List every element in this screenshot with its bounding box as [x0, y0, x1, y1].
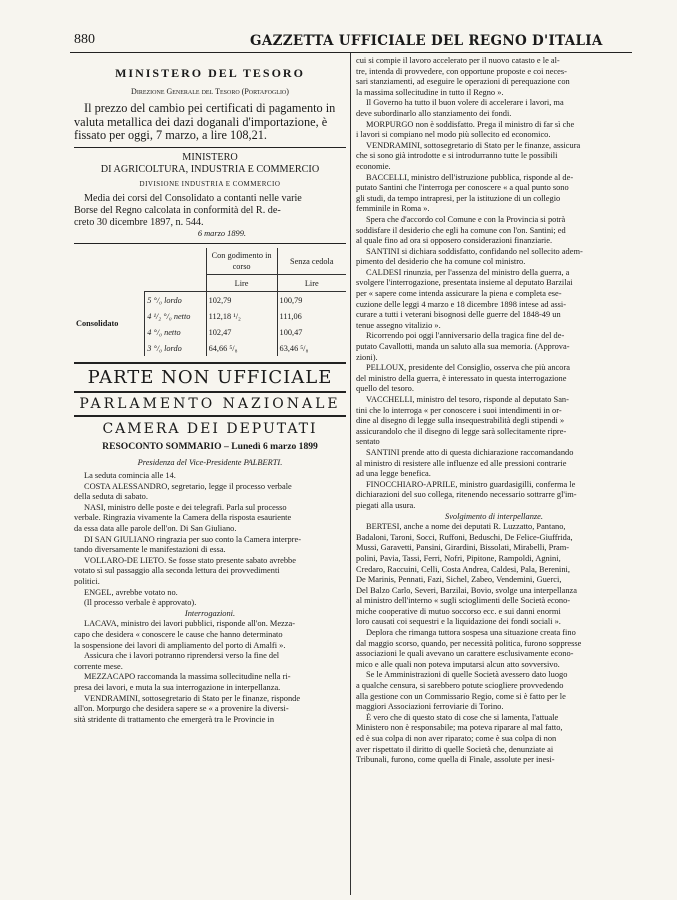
text-line: della seduta di sabato. — [74, 492, 148, 502]
col-header-senza-cedola: Senza cedola — [277, 248, 346, 275]
text-line: Spera che d'accordo col Comune e con la Provincia si potrà — [366, 214, 566, 224]
rate-cell: 4 °/₀ netto — [147, 327, 181, 337]
exchange-notice — [74, 102, 346, 143]
text-line: tando diversamente le manifestazioni di essa. — [74, 545, 226, 555]
table-unit-row — [74, 275, 346, 292]
notice-line: valuta metallica dei dazi doganali d'importazione, è — [74, 114, 328, 129]
section-rule — [74, 243, 346, 244]
text-line: MORPURGO non è soddisfatto. Prega il ministro di far sì che — [366, 119, 575, 129]
text-line: corrente mese. — [74, 661, 123, 671]
resoconto-title: RESOCONTO SOMMARIO – Lunedì 6 marzo 1899 — [102, 441, 318, 453]
text-line: BERTESI, anche a nome dei deputati R. Luzzatto, Pantano, — [366, 522, 566, 532]
text-line: Il Governo ha tutto il buon volere di accelerare i lavori, ma — [366, 98, 564, 108]
page-number: 880 — [74, 32, 95, 47]
text-line: svolgere l'interrogazione, presentata insieme al deputato Barzilai — [356, 278, 573, 288]
section-rule — [74, 415, 346, 417]
text-line: ed è sua colpa di non aver riparato; come è sua colpa di non — [356, 734, 557, 743]
value-cell: 63,46 ⁵/₈ — [277, 340, 346, 356]
text-line: tini che lo interroga « per conoscere i suoi intendimenti in or- — [356, 405, 562, 415]
text-line: miche cooperative di mutuo soccorso ecc. e sui danni enormi — [356, 606, 561, 616]
text-line: tre, intenda di provvedere, con opportune proposte e coi neces- — [356, 66, 567, 76]
text-line: Ricorrendo poi oggi l'anniversario della tragica fine del de- — [366, 331, 565, 341]
text-line: associazioni le quali avevano un carattere esclusivamente econo- — [356, 649, 574, 659]
text-line: loro causati coi sequestri e la liquidazione dei fondi sociali ». — [356, 617, 561, 627]
text-line: Deplora che rimanga tuttora sospesa una situazione creata fino — [366, 628, 576, 638]
value-cell: 100,79 — [277, 292, 346, 309]
text-line: polini, Pavia, Tassi, Ferri, Nofri, Pipitone, Rampoldi, Agnini, — [356, 553, 561, 563]
text-line: Tribunali, furono, come quella di Finale, assolute per inesi- — [356, 755, 555, 765]
session-text-continued — [356, 56, 632, 766]
text-line: dichiarazioni del suo collega, ritenendo necessario sottrarre gl'im- — [356, 490, 577, 500]
consolidato-table — [74, 248, 346, 356]
text-line: LACAVA, ministro dei lavori pubblici, risponde all'on. Mezza- — [84, 619, 296, 629]
presidenza-line: Presidenza del Vice-Presidente PALBERTI. — [137, 458, 283, 468]
text-line: VACCHELLI, ministro del tesoro, risponde al deputato San- — [366, 395, 569, 404]
unit-lire: Lire — [277, 275, 346, 292]
session-text — [74, 471, 346, 725]
text-line: PELLOUX, presidente del Consiglio, osserva che più ancora — [366, 363, 570, 373]
text-line: VOLLARO-DE LIETO. Se fosse stato presente sabato avrebbe — [84, 555, 296, 565]
division-label: DIVISIONE INDUSTRIA E COMMERCIO — [139, 179, 281, 188]
text-line: FINOCCHIARO-APRILE, ministro guardasigilli, conferma le — [366, 479, 576, 489]
text-line: SANTINI prende atto di questa dichiarazione raccomandando — [366, 447, 574, 457]
page-header — [70, 30, 632, 50]
row-label-consolidato: Consolidato — [74, 292, 145, 357]
text-line: SANTINI si dichiara soddisfatto, confidando nel sollecito adem- — [366, 246, 583, 256]
text-line: Se le Amministrazioni di quelle Società avessero dato luogo — [366, 670, 568, 680]
text-line: curare a tutti i veterani bisognosi delle guerre del 1848-49 un — [356, 310, 561, 320]
text-line: BACCELLI, ministro dell'istruzione pubblica, risponde al de- — [366, 172, 574, 182]
section-rule — [74, 362, 346, 364]
text-line: piegati alla usura. — [356, 500, 416, 510]
text-line: all'on. Morpurgo che desidera sapere se « a provenire la diversi- — [74, 704, 289, 714]
text-line: Del Balzo Carlo, Severi, Barzilai, Bovio, svolge una interpellanza — [356, 585, 577, 595]
text-line: mico e alle quali non poteva imputarsi alcun atto sovversivo. — [356, 659, 560, 669]
left-column — [74, 56, 346, 892]
notice-date: 6 marzo 1899. — [197, 228, 246, 238]
rate-cell: 4 ¹/₂ °/₀ netto — [147, 311, 191, 321]
text-line: dal maggio scorso, quando, per necessità politica, furono soppresse — [356, 638, 582, 648]
notice-line: Media dei corsi del Consolidato a contanti nelle varie — [84, 192, 302, 204]
parlamento-title: PARLAMENTO NAZIONALE — [79, 396, 341, 413]
text-line: al ministro di resistere alle influenze ed alle pressioni contrarie — [356, 458, 567, 468]
header-rule — [70, 52, 632, 53]
text-line: presa dei lavori, e muta la sua interrogazione in interpellanza. — [74, 682, 281, 692]
text-line: che si sono già introdotte e si introdurranno tutte le possibili — [356, 151, 558, 161]
text-line: verbale. Ringrazia vivamente la Camera della risposta esauriente — [74, 513, 292, 523]
value-cell: 100,47 — [277, 324, 346, 340]
text-line: capo che desidera « conoscere le cause che hanno determinato — [74, 630, 283, 639]
text-line: alla gestione con un Commissario Regio, come si è fatto per le — [356, 691, 566, 701]
gazette-title: GAZZETTA UFFICIALE DEL REGNO D'ITALIA — [250, 33, 603, 49]
text-line: DI SAN GIULIANO ringrazia per suo conto la Camera interpre- — [84, 534, 301, 544]
interrogazioni-heading: Interrogazioni. — [184, 608, 236, 618]
text-line: la massima sollecitudine in tutto il Regno ». — [356, 87, 504, 97]
text-line: ENGEL, avrebbe votato no. — [84, 587, 178, 597]
notice-line: Borse del Regno calcolata in conformità del R. de- — [74, 204, 281, 216]
text-line: la sospensione dei lavori di ampliamento del porto di Amalfi ». — [74, 640, 286, 650]
text-line: per « sapere come intenda assicurare la piena e completa ese- — [356, 289, 562, 299]
section-rule — [74, 147, 346, 148]
text-line: ad una legge benefica. — [356, 469, 431, 479]
text-line: assicurandolo che il disegno di legge sarà sollecitamente ripre- — [356, 426, 567, 436]
text-line: del ministro della guerra, è interessato in questa interrogazione — [356, 373, 567, 383]
rate-cell: 3 °/₀ lordo — [147, 343, 182, 353]
text-line: sità stridente di trattamento che emergerà tra le Provincie in — [74, 714, 275, 724]
text-line: aver rispettato il diritto di quelle Società che, denunziate ai — [356, 744, 554, 754]
column-divider — [350, 53, 351, 895]
unit-lire: Lire — [206, 275, 277, 292]
text-line: i lavori si compiano nel modo più sollecito ed economico. — [356, 130, 551, 140]
text-line: cuzione delle leggi 4 marzo e 18 dicembre 1898 intese ad assi- — [356, 299, 566, 309]
treasury-direction: Direzione Generale del Tesoro (Portafoglio) — [131, 87, 289, 96]
section-rule — [74, 391, 346, 393]
consolidato-notice — [74, 193, 346, 240]
text-line: sentato — [356, 437, 380, 447]
text-line: maggiori Associazioni ferroviarie di Torino. — [356, 702, 504, 712]
text-line: putato Cavallotti, manda un saluto alla sua memoria. (Approva- — [356, 342, 570, 352]
ministry-agri-subtitle: DI AGRICOLTURA, INDUSTRIA E COMMERCIO — [100, 163, 320, 175]
text-line: femminile in Roma ». — [356, 204, 430, 214]
text-line: gli studi, da tempo intrapresi, per la istituzione di un collegio — [356, 193, 561, 203]
text-line: MEZZACAPO raccomanda la massima sollecitudine nella ri- — [84, 672, 291, 682]
value-cell: 102,79 — [206, 292, 277, 309]
text-line: tenue assegno vitalizio ». — [356, 320, 441, 330]
text-line: NASI, ministro delle poste e dei telegrafi. Parla sul processo — [84, 502, 287, 512]
interpellanze-heading: Svolgimento di interpellanze. — [445, 511, 543, 521]
text-line: (Il processo verbale è approvato). — [84, 598, 197, 608]
camera-title: CAMERA DEI DEPUTATI — [102, 421, 318, 438]
text-line: VENDRAMINI, sottosegretario di Stato per le finanze, assicura — [366, 140, 581, 150]
text-line: al ministro dell'interno « sugli scioglimenti delle Società econo- — [356, 596, 571, 606]
text-line: zioni). — [356, 352, 378, 362]
value-cell: 64,66 ⁵/₈ — [206, 340, 277, 356]
text-line: deve subordinarlo allo stanziamento dei fondi. — [356, 108, 512, 118]
right-column — [356, 56, 632, 892]
value-cell: 102,47 — [206, 324, 277, 340]
text-line: Assicura che i lavori potranno riprendersi verso la fine del — [84, 651, 280, 661]
text-line: cui si compie il lavoro accelerato per il nuovo catasto e le al- — [356, 56, 560, 65]
notice-line: Il prezzo del cambio pei certificati di pagamento in — [84, 101, 336, 115]
text-line: sari stanziamenti, ad eseguire le operazioni di perequazione con — [356, 77, 570, 87]
text-line: Credaro, Raccuini, Celli, Costa Andrea, Caldesi, Pala, Berenini, — [356, 564, 570, 574]
col-header-godimento: Con godimento in corso — [206, 248, 277, 275]
text-line: soddisfare il desiderio che egli ha comune con l'on. Santini; ed — [356, 225, 566, 235]
text-line: Badaloni, Taroni, Socci, Ruffoni, Beduschi, De Felice-Giuffrida, — [356, 532, 573, 542]
notice-line: creto 30 dicembre 1897, n. 544. — [74, 216, 204, 228]
text-line: È vero che di questo stato di cose che si lamenta, l'attuale — [366, 712, 559, 722]
ministry-treasury-title: MINISTERO DEL TESORO — [115, 66, 305, 80]
notice-line: fissato per oggi, 7 marzo, a lire 108,21. — [74, 128, 267, 142]
rate-cell: 5 °/₀ lordo — [145, 292, 206, 309]
text-line: CALDESI rinunzia, per l'assenza del ministro della guerra, a — [366, 267, 570, 277]
text-line: Mussi, Garavetti, Pansini, Girardini, Bissolati, Mirabelli, Pram- — [356, 543, 570, 553]
text-line: al quale fino ad ora si opposero considerazioni finanziarie. — [356, 236, 553, 246]
text-line: a qualche censura, si sarebbero potute sciogliere provvedendo — [356, 681, 564, 691]
text-line: De Marinis, Pennati, Fazi, Sichel, Zabeo, Vendemini, Guerci, — [356, 575, 562, 585]
text-line: VENDRAMINI, sottosegretario di Stato per le finanze, risponde — [84, 693, 301, 703]
text-line: dine al disegno di legge sulla insequestrabilità degli stipendi » — [356, 416, 565, 426]
text-line: politici. — [74, 577, 100, 587]
text-line: da essa data alle parole dell'on. Di San Giuliano. — [74, 524, 237, 534]
text-line: COSTA ALESSANDRO, segretario, legge il processo verbale — [84, 481, 292, 491]
text-line: Ministero non è responsabile; ma poteva riparare al mal fatto, — [356, 723, 563, 733]
text-line: quello del tesoro. — [356, 384, 414, 394]
value-cell: 112,18 ¹/₂ — [206, 308, 277, 324]
parte-non-ufficiale-title: PARTE NON UFFICIALE — [87, 367, 333, 389]
text-line: votato sì sul passaggio alla seconda lettura dei provvedimenti — [74, 566, 280, 576]
text-line: La seduta comincia alle 14. — [84, 471, 176, 481]
value-cell: 111,06 — [277, 308, 346, 324]
table-row — [74, 292, 346, 309]
text-line: pimento del desiderio che ha comune col ministro. — [356, 257, 526, 267]
table-header-row — [74, 248, 346, 275]
ministry-agri-title: MINISTERO — [182, 151, 238, 163]
text-line: putato Santini che l'interroga per conoscere « a qual punto sono — [356, 183, 569, 193]
text-line: economie. — [356, 161, 391, 171]
